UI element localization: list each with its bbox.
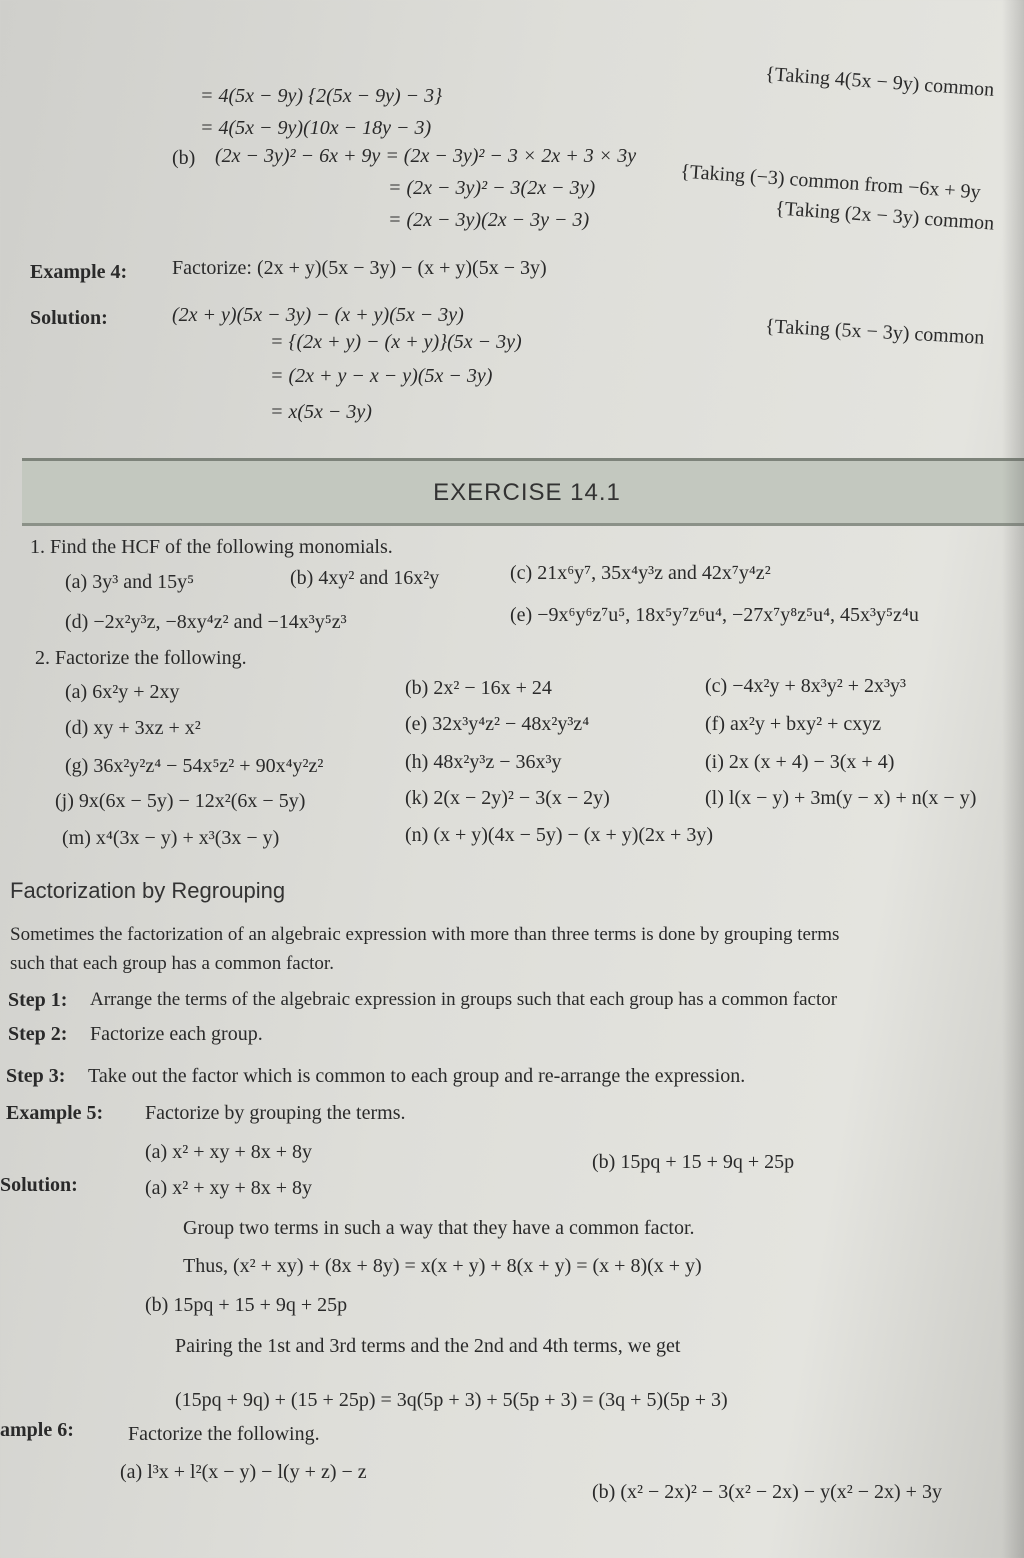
solution-equation: (15pq + 9q) + (15 + 25p) = 3q(5p + 3) + 5(5p + 3) = (3q + 5)(5p + 3) xyxy=(175,1389,728,1411)
item-label: (b) xyxy=(172,147,196,169)
equation-line: = 4(5x − 9y)(10x − 18y − 3) xyxy=(200,117,432,139)
equation-line: = (2x + y − x − y)(5x − 3y) xyxy=(270,365,493,387)
exercise-banner xyxy=(22,458,1024,526)
margin-note: {Taking (−3) common from −6x + 9y xyxy=(679,160,982,204)
equation-line: = (2x − 3y)(2x − 3y − 3) xyxy=(388,209,590,231)
q2-item-m: (m) x⁴(3x − y) + x³(3x − y) xyxy=(62,827,280,849)
q2-item-k: (k) 2(x − 2y)² − 3(x − 2y) xyxy=(405,787,610,809)
paragraph-line: such that each group has a common factor. xyxy=(10,953,334,974)
q1-item-a: (a) 3y³ and 15y⁵ xyxy=(65,571,195,593)
step-text: Arrange the terms of the algebraic expression in groups such that each group has a common factor xyxy=(90,989,838,1010)
solution-item-b: (b) 15pq + 15 + 9q + 25p xyxy=(145,1294,348,1316)
section-heading: Factorization by Regrouping xyxy=(10,878,286,903)
q2-item-f: (f) ax²y + bxy² + cxyz xyxy=(705,713,882,735)
exercise-title: EXERCISE 14.1 xyxy=(433,479,621,506)
equation-line: = x(5x − 3y) xyxy=(270,401,372,423)
q2-item-b: (b) 2x² − 16x + 24 xyxy=(405,677,552,699)
example-item-b: (b) (x² − 2x)² − 3(x² − 2x) − y(x² − 2x) + 3y xyxy=(592,1481,942,1503)
q2-item-g: (g) 36x²y²z⁴ − 54x⁵z² + 90x⁴y²z² xyxy=(65,755,324,777)
q2-item-c: (c) −4x²y + 8x³y² + 2x³y³ xyxy=(705,675,907,697)
q1-item-d: (d) −2x²y³z, −8xy⁴z² and −14x³y⁵z³ xyxy=(65,611,347,633)
q2-item-j: (j) 9x(6x − 5y) − 12x²(6x − 5y) xyxy=(55,790,306,812)
example-question: Factorize by grouping the terms. xyxy=(145,1102,406,1124)
step-text: Factorize each group. xyxy=(90,1023,263,1045)
q2-item-d: (d) xy + 3xz + x² xyxy=(65,717,201,739)
solution-equation: Thus, (x² + xy) + (8x + 8y) = x(x + y) + 8(x + y) = (x + 8)(x + y) xyxy=(183,1255,702,1277)
equation-line: = 4(5x − 9y) {2(5x − 9y) − 3} xyxy=(200,85,443,107)
equation-line: = (2x − 3y)² − 3(2x − 3y) xyxy=(388,177,596,199)
q2-item-l: (l) l(x − y) + 3m(y − x) + n(x − y) xyxy=(705,787,977,809)
q2-item-i: (i) 2x (x + 4) − 3(x + 4) xyxy=(705,751,895,773)
margin-note: {Taking (5x − 3y) common xyxy=(764,315,985,349)
q2-item-a: (a) 6x²y + 2xy xyxy=(65,681,180,703)
paragraph-line: Sometimes the factorization of an algebraic expression with more than three terms is done by grouping terms xyxy=(10,924,840,945)
solution-item-a: (a) x² + xy + 8x + 8y xyxy=(145,1177,313,1199)
page-edge-shadow xyxy=(1002,0,1024,1558)
step-label: Step 2: xyxy=(8,1023,68,1045)
example-question: Factorize the following. xyxy=(128,1423,320,1445)
example-question: Factorize: (2x + y)(5x − 3y) − (x + y)(5x − 3y) xyxy=(172,257,547,279)
example-item-b: (b) 15pq + 15 + 9q + 25p xyxy=(592,1151,795,1173)
step-label: Step 1: xyxy=(8,989,68,1011)
equation-line: (2x + y)(5x − 3y) − (x + y)(5x − 3y) xyxy=(172,304,464,326)
equation-line: = {(2x + y) − (x + y)}(5x − 3y) xyxy=(270,331,522,353)
solution-text: Pairing the 1st and 3rd terms and the 2nd and 4th terms, we get xyxy=(175,1335,681,1357)
example-label: Example 4: xyxy=(30,261,128,283)
equation-line: (2x − 3y)² − 6x + 9y = (2x − 3y)² − 3 × 2x + 3 × 3y xyxy=(215,145,637,167)
example-label: ample 6: xyxy=(0,1419,74,1441)
solution-text: Group two terms in such a way that they have a common factor. xyxy=(183,1217,695,1239)
q2-item-n: (n) (x + y)(4x − 5y) − (x + y)(2x + 3y) xyxy=(405,824,713,846)
q1-item-b: (b) 4xy² and 16x²y xyxy=(290,567,440,589)
q2-item-e: (e) 32x³y⁴z² − 48x²y³z⁴ xyxy=(405,713,590,735)
margin-note: {Taking 4(5x − 9y) common xyxy=(764,63,995,101)
step-text: Take out the factor which is common to each group and re-arrange the expression. xyxy=(88,1065,746,1087)
question-1: 1. Find the HCF of the following monomials. xyxy=(30,536,393,558)
q1-item-e: (e) −9x⁶y⁶z⁷u⁵, 18x⁵y⁷z⁶u⁴, −27x⁷y⁸z⁵u⁴, 45x³y⁵z⁴u xyxy=(510,604,919,626)
question-2: 2. Factorize the following. xyxy=(35,647,247,669)
solution-label: Solution: xyxy=(0,1174,78,1196)
solution-label: Solution: xyxy=(30,307,108,329)
q2-item-h: (h) 48x²y³z − 36x³y xyxy=(405,751,562,773)
step-label: Step 3: xyxy=(6,1065,66,1087)
example-item-a: (a) x² + xy + 8x + 8y xyxy=(145,1141,313,1163)
margin-note: {Taking (2x − 3y) common xyxy=(774,197,995,235)
q1-item-c: (c) 21x⁶y⁷, 35x⁴y³z and 42x⁷y⁴z² xyxy=(510,562,771,584)
example-label: Example 5: xyxy=(6,1102,104,1124)
example-item-a: (a) l³x + l²(x − y) − l(y + z) − z xyxy=(120,1461,367,1483)
